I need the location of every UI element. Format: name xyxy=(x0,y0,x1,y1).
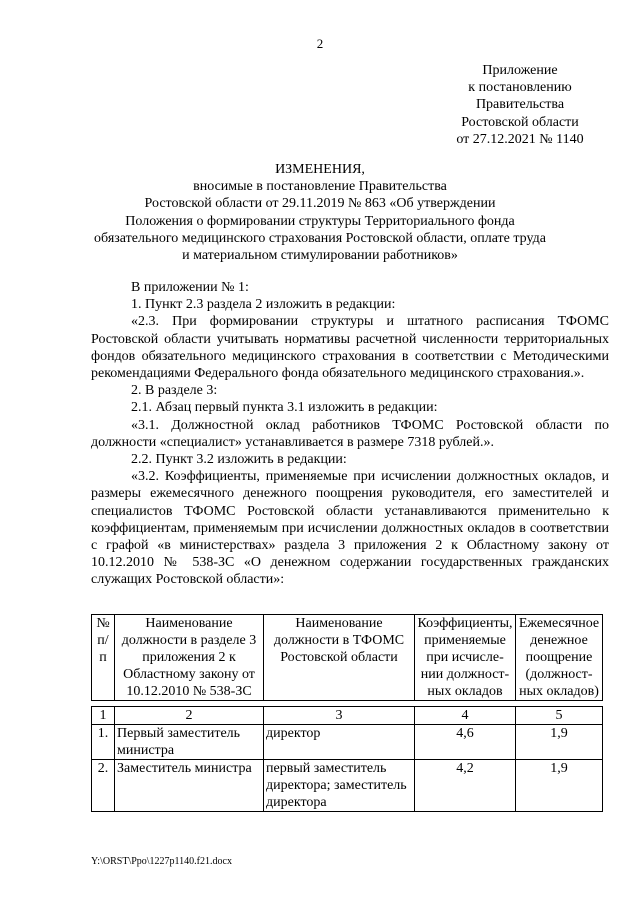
title-line: и материальном стимулировании работников» xyxy=(182,248,458,264)
appendix-line: Приложение xyxy=(482,63,558,78)
header-number: № п/п xyxy=(92,615,115,701)
row-position-law: Первый заместитель министра xyxy=(115,725,264,760)
appendix-line: Правительства xyxy=(475,97,565,113)
table-header-row xyxy=(92,615,603,701)
row-number: 1. xyxy=(92,725,115,760)
header-coefficient: Коэффициенты, применяемые при исчисле-нии должност-ных окладов xyxy=(415,615,516,701)
row-bonus: 1,9 xyxy=(516,760,603,812)
paragraph: 2.1. Абзац первый пункта 3.1 изложить в редакции: xyxy=(131,400,438,416)
paragraph: 1. Пункт 2.3 раздела 2 изложить в редакции: xyxy=(131,297,396,313)
appendix-line: Ростовской области xyxy=(461,114,579,130)
row-position-law: Заместитель министра xyxy=(115,760,264,812)
page-number: 2 xyxy=(316,36,324,51)
title-line: обязательного медицинского страхования Ростовской области, оплате труда xyxy=(94,230,546,246)
column-number: 3 xyxy=(264,707,415,725)
row-number: 2. xyxy=(92,760,115,812)
paragraph: 2.2. Пункт 3.2 изложить в редакции: xyxy=(131,452,347,468)
header-bonus: Ежемесячное денежное поощрение (должност-ных окладов) xyxy=(516,615,603,701)
paragraph: «2.3. При формировании структуры и штатного расписания ТФОМС Ростовской области учитывать нормативы расчетной численности территориальных фондов обязательного медицинского страхования в соответствии с Методическими рекомендациями Федерального фонда обязательного медицинского страхования.». xyxy=(91,314,609,382)
header-position-fund: Наименование должности в ТФОМС Ростовской области xyxy=(264,615,415,701)
row-bonus: 1,9 xyxy=(516,725,603,760)
title-heading: ИЗМЕНЕНИЯ, xyxy=(275,162,365,177)
file-path-footer: Y:\ORST\Ppo\1227p1140.f21.docx xyxy=(91,856,232,867)
paragraph: «3.2. Коэффициенты, применяемые при исчислении должностных окладов, и размеры ежемесячного денежного поощрения руководителя, его заместителей и специалистов ТФОМС Ростовской области устанавливаются применительно к коэффициентам, применяемым при исчислении должностных окладов в соответствии с графой «в министерствах» раздела 3 приложения 2 к Областному закону от 10.12.2010 № 538-ЗС «О денежном содержании государственных гражданских служащих Ростовской области»: xyxy=(91,469,609,588)
paragraph: В приложении № 1: xyxy=(131,280,249,295)
paragraph: 2. В разделе 3: xyxy=(131,383,218,399)
table-row xyxy=(92,760,603,812)
column-number: 4 xyxy=(415,707,516,725)
column-number-row xyxy=(92,707,603,725)
document-title xyxy=(80,161,560,264)
row-coefficient: 4,6 xyxy=(415,725,516,760)
column-number: 5 xyxy=(516,707,603,725)
coefficients-table xyxy=(91,614,603,812)
paragraph: «3.1. Должностной оклад работников ТФОМС Ростовской области по должности «специалист» устанавливается в размере 7318 рублей.». xyxy=(91,417,609,450)
row-coefficient: 4,2 xyxy=(415,760,516,812)
document-body xyxy=(91,279,609,589)
appendix-line: от 27.12.2021 № 1140 xyxy=(456,131,584,147)
title-line: Положения о формировании структуры Территориального фонда xyxy=(125,213,515,229)
appendix-line: к постановлению xyxy=(468,80,572,96)
column-number: 1 xyxy=(92,707,115,725)
title-line: Ростовской области от 29.11.2019 № 863 «Об утверждении xyxy=(144,196,496,212)
row-position-fund: директор xyxy=(264,725,415,760)
title-line: вносимые в постановление Правительства xyxy=(193,179,447,195)
header-position-law: Наименование должности в разделе 3 приложения 2 к Областному закону от 10.12.2010 № 538-ЗС xyxy=(115,615,264,701)
table-row xyxy=(92,725,603,760)
column-number: 2 xyxy=(115,707,264,725)
appendix-block xyxy=(440,62,600,148)
row-position-fund: первый заместитель директора; заместитель директора xyxy=(264,760,415,812)
